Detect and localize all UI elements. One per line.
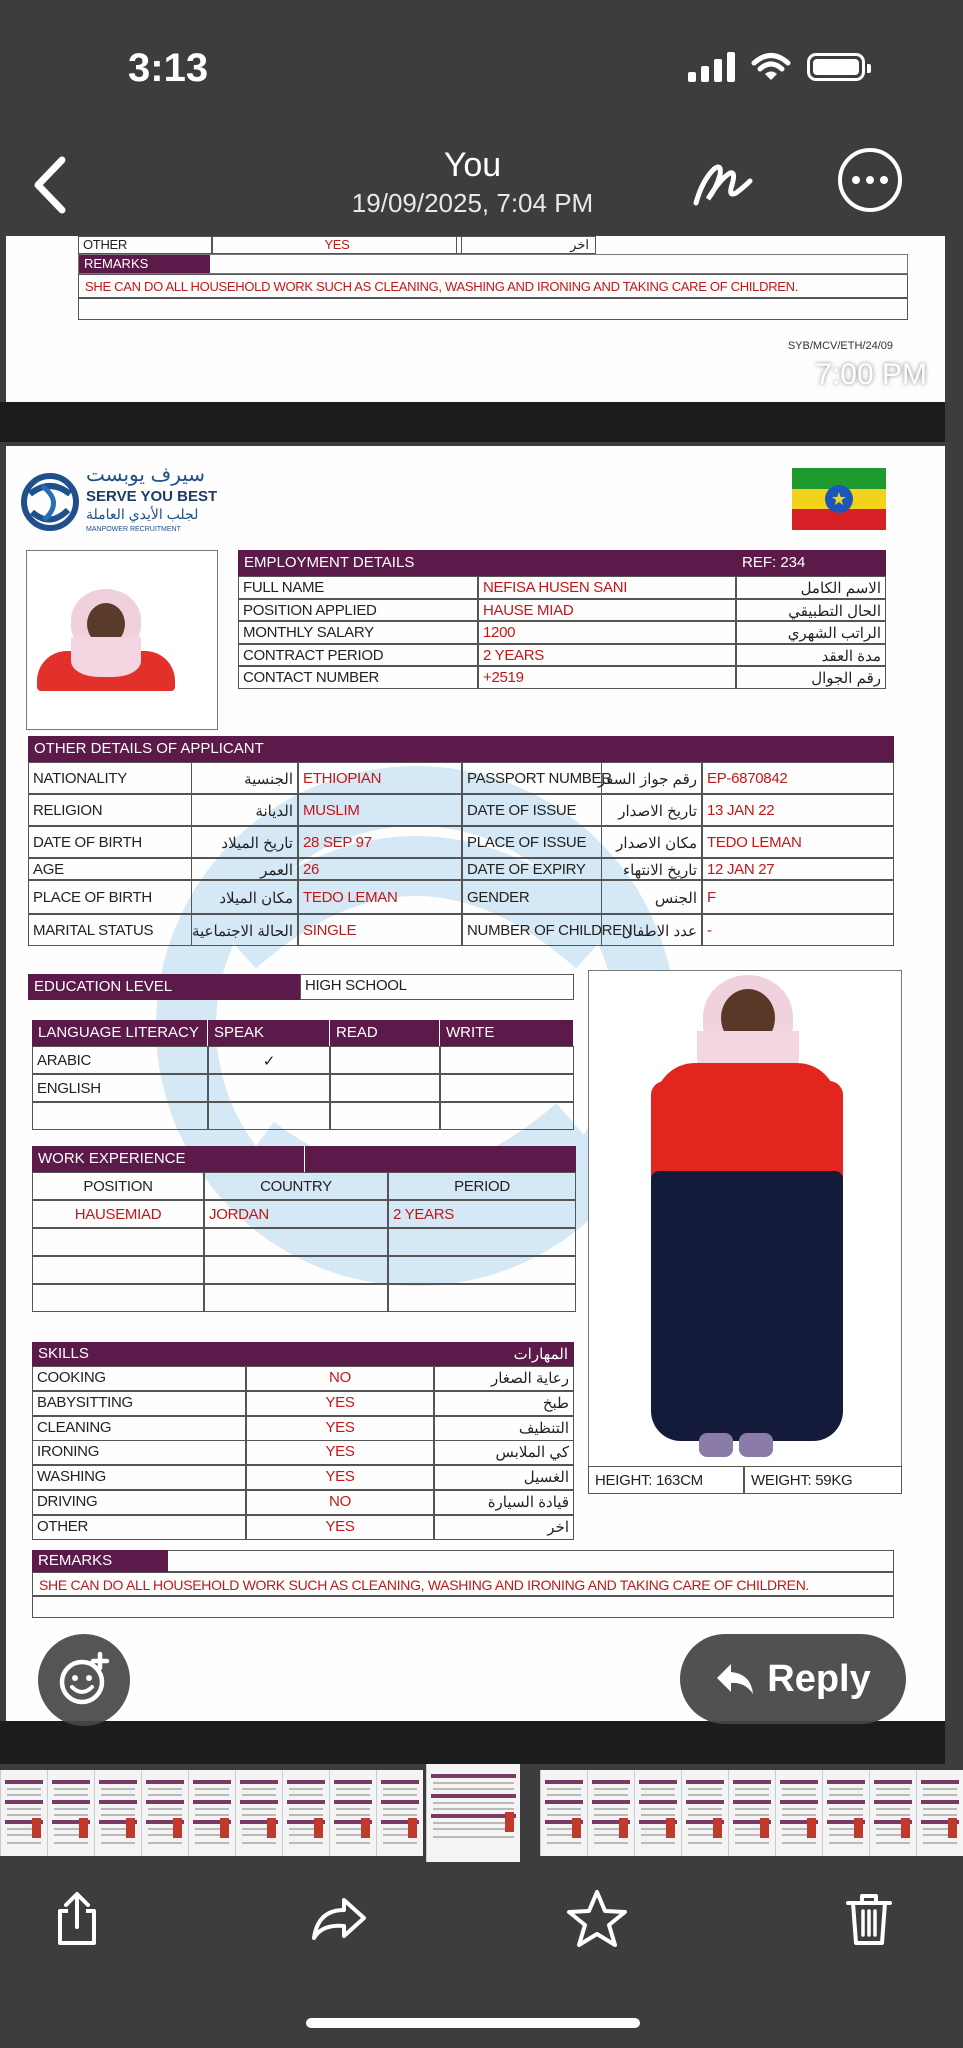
skills-header-ar: المهارات xyxy=(332,1342,574,1366)
skill-value: YES xyxy=(246,1515,434,1540)
employment-details-header: EMPLOYMENT DETAILS xyxy=(238,550,752,576)
battery-icon xyxy=(807,53,865,81)
skill-name: COOKING xyxy=(32,1366,246,1391)
education-level-value: HIGH SCHOOL xyxy=(300,974,574,1000)
remarks-header: REMARKS xyxy=(32,1550,168,1572)
applicant-label-ar: تاريخ الاصدار xyxy=(602,794,702,826)
remarks-text: SHE CAN DO ALL HOUSEHOLD WORK SUCH AS CLEANING, WASHING AND IRONING AND TAKING CARE OF CHILDREN. xyxy=(32,1572,894,1596)
page-gap xyxy=(0,402,945,442)
language-write xyxy=(440,1074,574,1102)
work-experience-header: WORK EXPERIENCE xyxy=(32,1146,304,1172)
work-empty-cell xyxy=(204,1256,388,1284)
status-icons xyxy=(688,52,865,82)
skill-name-ar: قيادة السيارة xyxy=(434,1490,574,1515)
cellular-signal-icon xyxy=(688,52,735,82)
doc-code: SYB/MCV/ETH/24/09 xyxy=(787,340,893,352)
work-cell: 2 YEARS xyxy=(388,1200,576,1228)
language-empty xyxy=(440,1102,574,1130)
work-empty-cell xyxy=(388,1228,576,1256)
smiley-plus-icon xyxy=(56,1652,112,1708)
reply-label: Reply xyxy=(767,1657,871,1700)
thumbnail[interactable] xyxy=(869,1770,916,1856)
applicant-label-ar: العمر xyxy=(192,858,298,880)
applicant-value: TEDO LEMAN xyxy=(702,826,894,858)
employment-value: 2 YEARS xyxy=(478,644,736,667)
share-icon xyxy=(54,1891,100,1947)
language-read xyxy=(330,1046,440,1074)
applicant-label: AGE xyxy=(28,858,192,880)
applicant-label: DATE OF EXPIRY xyxy=(462,858,602,880)
applicant-value: MUSLIM xyxy=(298,794,462,826)
thumbnail[interactable] xyxy=(0,1770,47,1856)
skill-name-ar: كي الملابس xyxy=(434,1440,574,1465)
applicant-label-ar: الجنسية xyxy=(192,762,298,794)
applicant-label: DATE OF BIRTH xyxy=(28,826,192,858)
other-label: OTHER xyxy=(78,236,212,254)
status-bar xyxy=(0,0,945,140)
agency-sub-ar: لجلب الأيدي العاملة xyxy=(86,506,199,522)
work-empty-cell xyxy=(204,1284,388,1312)
applicant-value: 12 JAN 27 xyxy=(702,858,894,880)
applicant-label-ar: رقم جواز السفر xyxy=(602,762,702,794)
language-empty xyxy=(32,1102,208,1130)
work-cell: JORDAN xyxy=(204,1200,388,1228)
applicant-value: ETHIOPIAN xyxy=(298,762,462,794)
trash-icon xyxy=(845,1891,893,1947)
page-gap-bottom xyxy=(0,1721,945,1764)
reply-button[interactable] xyxy=(680,1634,906,1724)
agency-sub-en: MANPOWER RECRUITMENT xyxy=(86,526,181,533)
applicant-value: 28 SEP 97 xyxy=(298,826,462,858)
employment-label: FULL NAME xyxy=(238,576,478,599)
applicant-label-ar: عدد الاطفال xyxy=(602,914,702,946)
employment-label: CONTRACT PERIOD xyxy=(238,644,478,667)
skill-value: YES xyxy=(246,1465,434,1490)
thumbnail[interactable] xyxy=(376,1770,423,1856)
skill-name-ar: اخر xyxy=(434,1515,574,1540)
thumbnail[interactable] xyxy=(141,1770,188,1856)
applicant-label: PLACE OF ISSUE xyxy=(462,826,602,858)
work-header-fill xyxy=(304,1146,576,1172)
thumbnail[interactable] xyxy=(728,1770,775,1856)
agency-name-ar: سيرف يوبست xyxy=(86,464,206,486)
weight-value: WEIGHT: 59KG xyxy=(744,1466,902,1494)
home-indicator[interactable] xyxy=(306,2018,640,2028)
skill-name: DRIVING xyxy=(32,1490,246,1515)
language-empty xyxy=(208,1102,330,1130)
favorite-button[interactable] xyxy=(562,1884,632,1954)
applicant-label-ar: الديانة xyxy=(192,794,298,826)
thumbnail[interactable] xyxy=(634,1770,681,1856)
thumbnail[interactable] xyxy=(94,1770,141,1856)
employment-label-ar: مدة العقد xyxy=(736,644,886,667)
language-write xyxy=(440,1046,574,1074)
more-options-button[interactable] xyxy=(838,148,902,212)
applicant-label-ar: تاريخ الانتهاء xyxy=(602,858,702,880)
language-speak: ✓ xyxy=(208,1046,330,1074)
employment-label-ar: الراتب الشهري xyxy=(736,621,886,644)
bottom-toolbar xyxy=(0,1862,945,2048)
thumbnail-current[interactable] xyxy=(426,1764,520,1862)
applicant-label: RELIGION xyxy=(28,794,192,826)
star-icon xyxy=(565,1888,629,1950)
applicant-value: 26 xyxy=(298,858,462,880)
employment-label: CONTACT NUMBER xyxy=(238,666,478,689)
skill-name-ar: طبخ xyxy=(434,1391,574,1416)
share-button[interactable] xyxy=(42,1884,112,1954)
applicant-details-header: OTHER DETAILS OF APPLICANT xyxy=(28,736,462,762)
applicant-label-ar: الحالة الاجتماعية xyxy=(192,914,298,946)
applicant-label: NATIONALITY xyxy=(28,762,192,794)
applicant-value: TEDO LEMAN xyxy=(298,880,462,914)
employment-value: +2519 xyxy=(478,666,736,689)
wifi-icon xyxy=(751,52,791,82)
other-value: YES xyxy=(212,236,462,254)
employment-label-ar: رقم الجوال xyxy=(736,666,886,689)
forward-arrow-icon xyxy=(310,1896,368,1942)
language-header: WRITE xyxy=(440,1020,574,1046)
employment-label: MONTHLY SALARY xyxy=(238,621,478,644)
sender-name: You xyxy=(443,146,502,184)
message-time-overlay: 7:00 PM xyxy=(815,358,927,391)
work-empty-cell xyxy=(204,1228,388,1256)
applicant-label: NUMBER OF CHILDREN xyxy=(462,914,602,946)
applicant-value: EP-6870842 xyxy=(702,762,894,794)
applicant-value: F xyxy=(702,880,894,914)
other-ar: اخر xyxy=(456,236,596,254)
applicant-label: GENDER xyxy=(462,880,602,914)
thumbnail[interactable] xyxy=(540,1770,587,1856)
thumbnail[interactable] xyxy=(47,1770,94,1856)
applicant-label-ar: الجنس xyxy=(602,880,702,914)
work-empty-cell xyxy=(388,1256,576,1284)
height-value: HEIGHT: 163CM xyxy=(588,1466,744,1494)
remarks-text: SHE CAN DO ALL HOUSEHOLD WORK SUCH AS CLEANING, WASHING AND IRONING AND TAKING CARE OF CHILDREN. xyxy=(78,274,908,298)
ethiopia-flag-icon: ★ xyxy=(792,468,886,530)
remarks-header: REMARKS xyxy=(78,254,210,274)
thumbnail[interactable] xyxy=(188,1770,235,1856)
markup-pen-icon xyxy=(692,159,754,211)
thumbnail[interactable] xyxy=(587,1770,634,1856)
applicant-label: MARITAL STATUS xyxy=(28,914,192,946)
skill-name: WASHING xyxy=(32,1465,246,1490)
language-name: ENGLISH xyxy=(32,1074,208,1102)
applicant-label-ar: تاريخ الميلاد xyxy=(192,826,298,858)
language-read xyxy=(330,1074,440,1102)
applicant-label: PLACE OF BIRTH xyxy=(28,880,192,914)
work-empty-cell xyxy=(388,1284,576,1312)
delete-button[interactable] xyxy=(834,1884,904,1954)
skill-name: BABYSITTING xyxy=(32,1391,246,1416)
skill-value: YES xyxy=(246,1440,434,1465)
skill-name-ar: التنظيف xyxy=(434,1416,574,1441)
skill-value: NO xyxy=(246,1366,434,1391)
skill-value: NO xyxy=(246,1490,434,1515)
work-column-header: COUNTRY xyxy=(204,1172,388,1200)
language-header: READ xyxy=(330,1020,440,1046)
employment-value: 1200 xyxy=(478,621,736,644)
status-time: 3:13 xyxy=(128,46,209,90)
work-column-header: PERIOD xyxy=(388,1172,576,1200)
education-level-label: EDUCATION LEVEL xyxy=(28,974,300,1000)
reply-arrow-icon xyxy=(715,1662,755,1696)
applicant-label-ar: مكان الاصدار xyxy=(602,826,702,858)
nav-bar xyxy=(0,140,945,240)
employment-label-ar: الحال التطبيقي xyxy=(736,599,886,622)
thumbnail[interactable] xyxy=(822,1770,869,1856)
thumbnail[interactable] xyxy=(329,1770,376,1856)
applicant-portrait xyxy=(26,550,218,730)
applicant-value: - xyxy=(702,914,894,946)
previous-page-fragment xyxy=(6,236,945,402)
work-empty-cell xyxy=(32,1228,204,1256)
thumbnail-strip[interactable] xyxy=(0,1764,945,1862)
employment-value: HAUSE MIAD xyxy=(478,599,736,622)
cv-page xyxy=(6,446,945,1721)
applicant-label: PASSPORT NUMBER xyxy=(462,762,602,794)
language-speak xyxy=(208,1074,330,1102)
thumbnail[interactable] xyxy=(916,1770,963,1856)
employment-label-ar: الاسم الكامل xyxy=(736,576,886,599)
language-header: LANGUAGE LITERACY xyxy=(32,1020,208,1046)
thumbnail[interactable] xyxy=(775,1770,822,1856)
applicant-value: SINGLE xyxy=(298,914,462,946)
thumbnail[interactable] xyxy=(235,1770,282,1856)
thumbnail[interactable] xyxy=(282,1770,329,1856)
language-name: ARABIC xyxy=(32,1046,208,1074)
ref-number: REF: 234 xyxy=(736,550,886,576)
work-empty-cell xyxy=(32,1256,204,1284)
skill-value: YES xyxy=(246,1391,434,1416)
work-column-header: POSITION xyxy=(32,1172,204,1200)
add-reaction-button[interactable] xyxy=(38,1634,130,1726)
applicant-label-ar: مكان الميلاد xyxy=(192,880,298,914)
language-empty xyxy=(330,1102,440,1130)
employment-label: POSITION APPLIED xyxy=(238,599,478,622)
forward-button[interactable] xyxy=(304,1884,374,1954)
thumbnail[interactable] xyxy=(681,1770,728,1856)
markup-button[interactable] xyxy=(688,150,758,220)
employment-value: NEFISA HUSEN SANI xyxy=(478,576,736,599)
work-empty-cell xyxy=(32,1284,204,1312)
applicant-full-photo xyxy=(588,970,902,1494)
applicant-label: DATE OF ISSUE xyxy=(462,794,602,826)
skill-name: IRONING xyxy=(32,1440,246,1465)
message-timestamp: 19/09/2025, 7:04 PM xyxy=(351,188,594,218)
skill-name-ar: رعاية الصغار xyxy=(434,1366,574,1391)
skills-header: SKILLS xyxy=(32,1342,332,1366)
skill-name: OTHER xyxy=(32,1515,246,1540)
skill-name-ar: الغسيل xyxy=(434,1465,574,1490)
language-header: SPEAK xyxy=(208,1020,330,1046)
skill-value: YES xyxy=(246,1416,434,1441)
skill-name: CLEANING xyxy=(32,1416,246,1441)
agency-name-en: SERVE YOU BEST xyxy=(86,488,218,505)
applicant-value: 13 JAN 22 xyxy=(702,794,894,826)
work-cell: HAUSEMIAD xyxy=(32,1200,204,1228)
agency-logo-icon xyxy=(20,472,80,532)
